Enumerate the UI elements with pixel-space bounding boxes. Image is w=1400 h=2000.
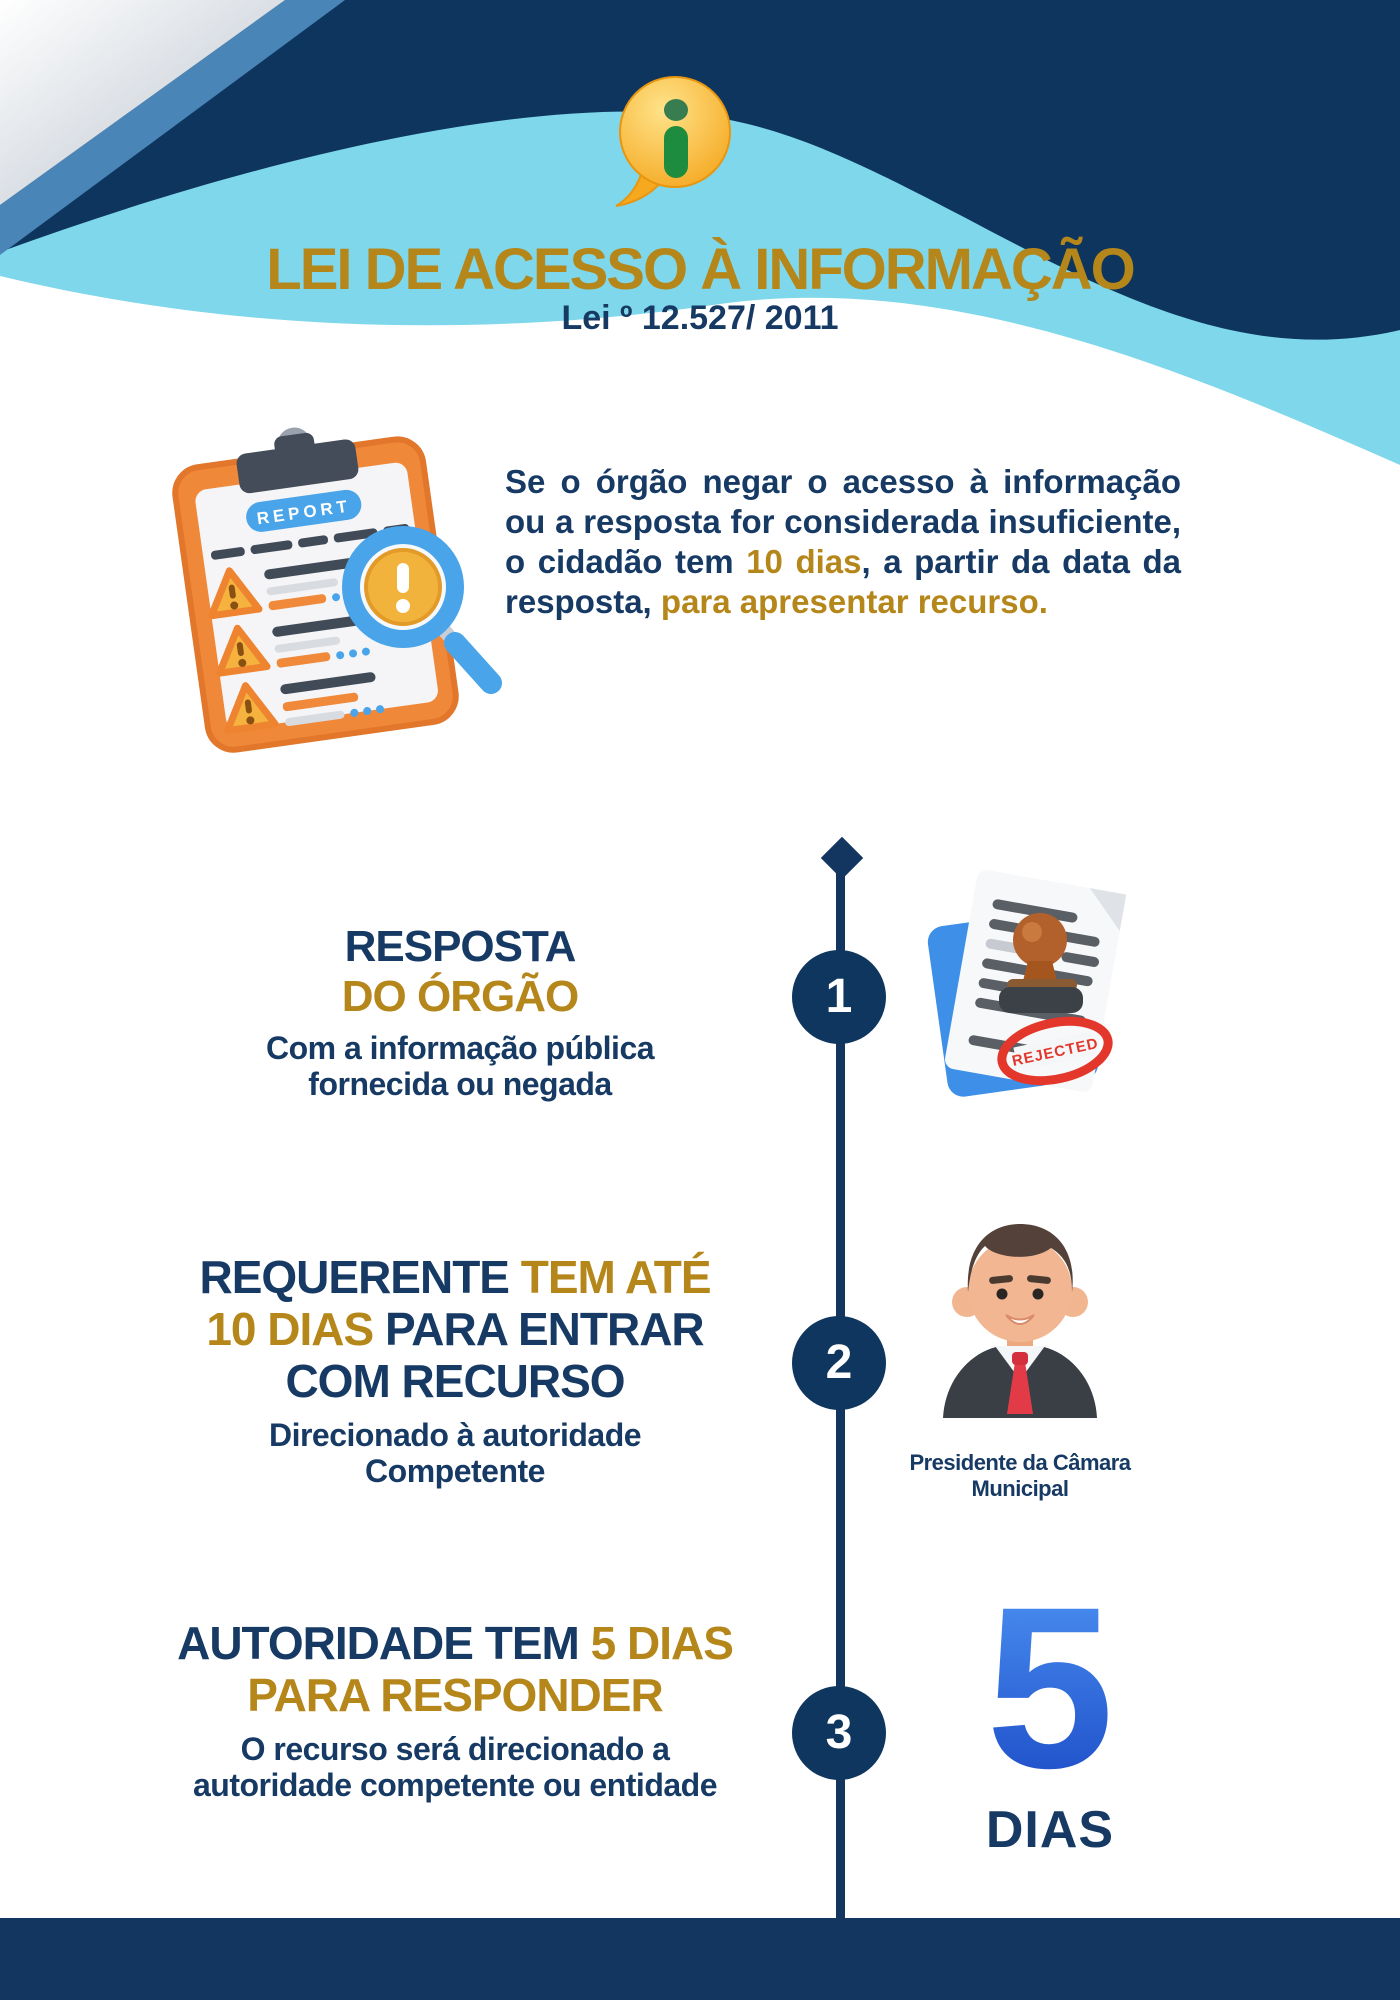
big-five-number: 5 (986, 1575, 1114, 1810)
step-2-text-block (120, 1252, 790, 1490)
step-number-badge: 1 (792, 950, 886, 1044)
page-title: LEI DE ACESSO À INFORMAÇÃO (266, 237, 1134, 302)
five-days-figure (935, 1575, 1165, 1810)
step-3-title: AUTORIDADE TEM 5 DIAS PARA RESPONDER (177, 1617, 733, 1721)
step-1-title: RESPOSTA DO ÓRGÃO (341, 922, 579, 1021)
step-2-description: Direcionado à autoridade Competente (268, 1416, 642, 1489)
step-2-title: REQUERENTE TEM ATÉ 10 DIAS PARA ENTRAR COM RECURSO (199, 1251, 711, 1407)
dias-label: DIAS (985, 1801, 1115, 1859)
rejected-label: REJECTED (1010, 1035, 1101, 1070)
timeline-diamond (821, 837, 863, 879)
president-avatar-icon (915, 1200, 1125, 1418)
step-3-text-block (110, 1618, 800, 1804)
step-3-description: O recurso será direcionado a autoridade competente ou entidade (192, 1730, 717, 1803)
report-clipboard-icon (145, 415, 525, 770)
step-1-text-block (140, 922, 780, 1103)
report-label: REPORT (255, 496, 353, 529)
intro-paragraph: Se o órgão negar o acesso à informação ou a resposta for considerada insuficiente, o cidadão tem 10 dias, a partir da data da resposta, para apresentar recurso. (505, 463, 1181, 620)
avatar-caption: Presidente da Câmara Municipal (909, 1450, 1131, 1502)
rejected-document-icon (905, 855, 1155, 1120)
info-speech-bubble-icon (612, 72, 740, 214)
page-subtitle: Lei º 12.527/ 2011 (561, 299, 839, 337)
step-number-badge: 2 (792, 1316, 886, 1410)
step-number-badge: 3 (792, 1686, 886, 1780)
footer-band (0, 1918, 1400, 2000)
step-1-description: Com a informação pública fornecida ou negada (265, 1030, 655, 1103)
